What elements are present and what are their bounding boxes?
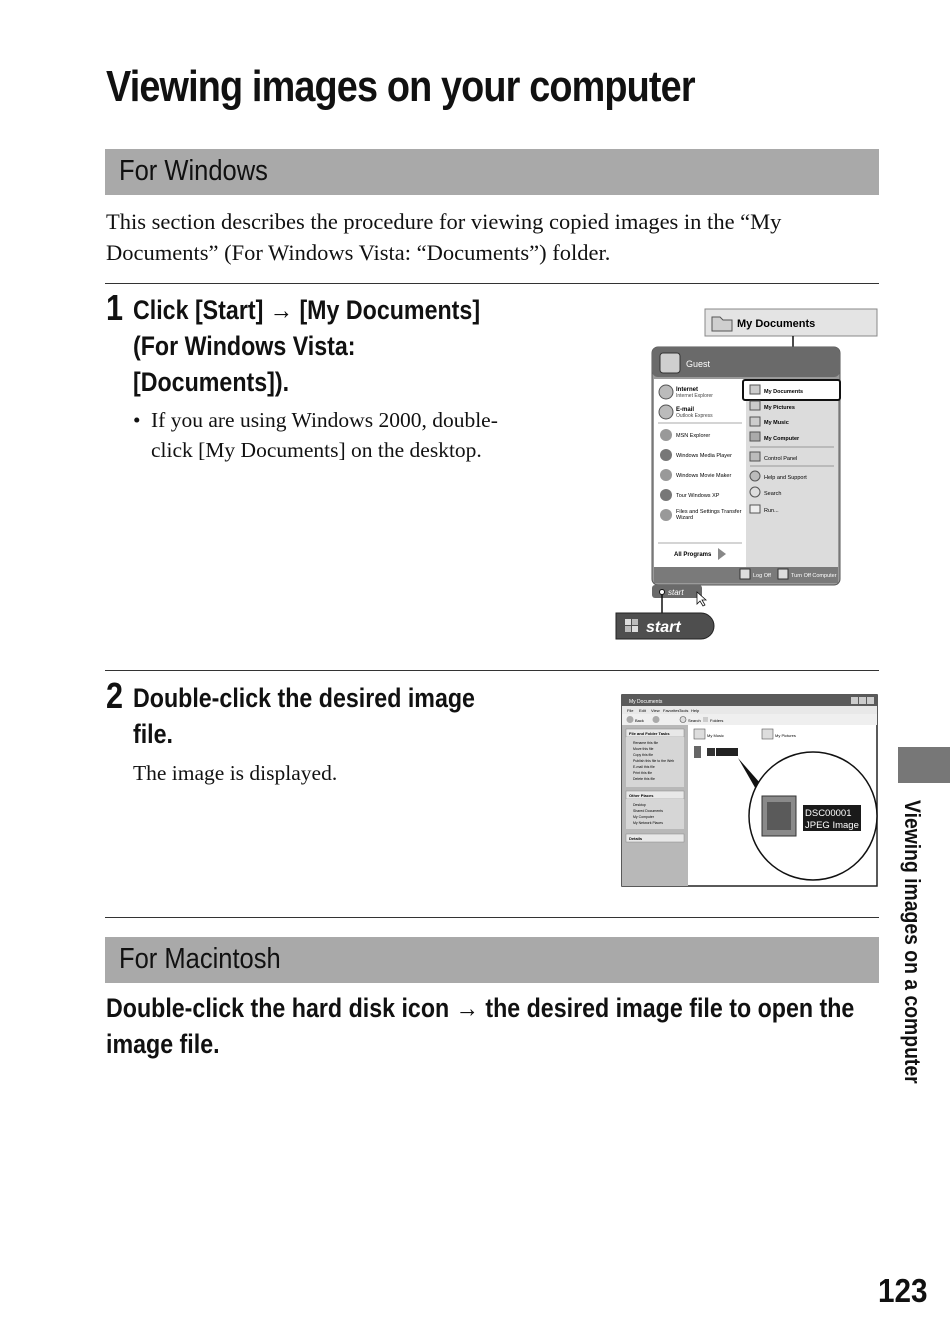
transfer-wizard-icon	[660, 509, 672, 521]
tour-icon	[660, 489, 672, 501]
back-button[interactable]: Back	[635, 718, 644, 723]
place-item[interactable]: Desktop	[633, 803, 646, 807]
folder-label: My Pictures	[775, 733, 796, 738]
left-item-label[interactable]: Windows Media Player	[676, 453, 732, 459]
task-item[interactable]: Delete this file	[633, 777, 655, 781]
right-item-label[interactable]: Search	[764, 491, 782, 497]
log-off-icon	[740, 569, 750, 579]
movie-maker-icon	[660, 469, 672, 481]
taskbar-start-label: start	[668, 588, 684, 597]
search-button[interactable]: Search	[688, 718, 701, 723]
side-label	[893, 800, 933, 1130]
left-item-label[interactable]: Files and Settings Transfer	[676, 509, 742, 515]
left-item-sub: Wizard	[676, 515, 694, 521]
task-item[interactable]: Rename this file	[633, 741, 659, 745]
menu-tools[interactable]: Tools	[679, 708, 689, 713]
explorer-screenshot	[621, 694, 879, 888]
bullet-dot: •	[133, 408, 141, 432]
image-file-icon-small[interactable]	[694, 746, 701, 758]
step-2-heading: Double-click the desired image file.	[133, 683, 475, 749]
left-item-sub: Internet Explorer	[676, 393, 713, 399]
control-panel-icon	[750, 452, 760, 461]
folders-icon	[703, 717, 708, 722]
task-item[interactable]: Move this file	[633, 747, 654, 751]
computer-icon	[750, 432, 760, 441]
minimize-icon[interactable]	[851, 697, 858, 704]
forward-icon[interactable]	[653, 716, 660, 723]
turn-off-button[interactable]: Turn Off Computer	[791, 573, 837, 579]
search-icon	[750, 487, 760, 497]
section-heading-mac	[105, 937, 879, 983]
left-item-label[interactable]: Internet	[676, 387, 699, 393]
file-name: DSC00001	[805, 808, 852, 819]
mac-instruction: Double-click the hard disk icon → the desired image file to open the image file.	[106, 993, 855, 1059]
help-icon	[750, 471, 760, 481]
side-label-text: Viewing images on a computer	[900, 800, 925, 1084]
search-icon	[680, 717, 686, 723]
pictures-icon	[750, 401, 760, 410]
menu-view[interactable]: View	[651, 708, 660, 713]
step-1-heading: Click [Start] → [My Documents] (For Windows Vista: [Documents]).	[133, 295, 481, 397]
folder-label: My Music	[707, 733, 724, 738]
page-number: 123	[878, 1272, 928, 1309]
power-icon	[778, 569, 788, 579]
start-menu-screenshot	[612, 305, 882, 645]
task-item[interactable]: Copy this file	[633, 753, 654, 757]
user-name: Guest	[686, 359, 711, 369]
step-1-bullet-text: If you are using Windows 2000, double-click [My Documents] on the desktop.	[151, 408, 498, 462]
menu-file[interactable]: File	[627, 708, 634, 713]
panel-details[interactable]: Details	[629, 836, 643, 841]
selected-file-small[interactable]	[716, 748, 738, 756]
divider	[105, 283, 879, 284]
back-icon[interactable]	[627, 716, 634, 723]
music-folder-icon[interactable]	[694, 729, 705, 739]
right-item-label[interactable]: Control Panel	[764, 456, 798, 462]
left-item-sub: Outlook Express	[676, 413, 713, 419]
left-item-label[interactable]: MSN Explorer	[676, 433, 711, 439]
task-item[interactable]: Publish this file to the Web	[633, 759, 675, 763]
maximize-icon[interactable]	[859, 697, 866, 704]
start-button-label: start	[646, 619, 681, 636]
task-item[interactable]: E-mail this file	[633, 765, 655, 769]
step-2-body: The image is displayed.	[133, 761, 338, 785]
divider	[105, 670, 879, 671]
callout-label: My Documents	[737, 318, 816, 330]
windows-intro: This section describes the procedure for viewing copied images in the “My Documents” (For Windows Vista: “Documents”) folder.	[106, 209, 782, 265]
step-1-number: 1	[106, 287, 124, 328]
step-2-number: 2	[106, 675, 124, 716]
file-type: JPEG Image	[805, 820, 859, 831]
email-icon	[659, 405, 673, 419]
pictures-folder-icon[interactable]	[762, 729, 773, 739]
panel-file-tasks[interactable]: File and Folder Tasks	[629, 731, 670, 736]
window-title: My Documents	[629, 699, 663, 705]
side-tab-marker	[898, 747, 950, 783]
all-programs[interactable]: All Programs	[674, 552, 712, 558]
panel-other-places[interactable]: Other Places	[629, 793, 654, 798]
task-item[interactable]: Print this file	[633, 771, 653, 775]
menu-help[interactable]: Help	[691, 708, 700, 713]
folders-button[interactable]: Folders	[710, 718, 724, 723]
place-item[interactable]: My Network Places	[633, 821, 663, 825]
run-icon	[750, 505, 760, 513]
menu-edit[interactable]: Edit	[639, 708, 646, 713]
section-heading-mac-label: For Macintosh	[119, 943, 281, 975]
log-off-button[interactable]: Log Off	[753, 573, 771, 579]
right-item-label[interactable]: My Computer	[764, 436, 800, 442]
right-item-label[interactable]: Run...	[764, 508, 779, 514]
music-icon	[750, 417, 760, 426]
divider	[105, 917, 879, 918]
left-item-label[interactable]: E-mail	[676, 407, 695, 413]
section-heading-windows	[105, 149, 879, 195]
right-item-label[interactable]: Help and Support	[764, 475, 807, 481]
section-heading-windows-label: For Windows	[119, 155, 268, 187]
right-item-label[interactable]: My Music	[764, 420, 789, 426]
folder-icon	[750, 385, 760, 394]
menu-favorites[interactable]: Favorites	[663, 708, 680, 713]
left-item-label[interactable]: Windows Movie Maker	[676, 473, 732, 479]
place-item[interactable]: Shared Documents	[633, 809, 663, 813]
user-avatar	[660, 353, 680, 373]
close-icon[interactable]	[867, 697, 874, 704]
left-item-label[interactable]: Tour Windows XP	[676, 493, 720, 499]
right-item-label[interactable]: My Documents	[764, 389, 804, 395]
page-title: Viewing images on your computer	[106, 62, 695, 111]
place-item[interactable]: My Computer	[633, 815, 655, 819]
right-item-label[interactable]: My Pictures	[764, 405, 795, 411]
msn-icon	[660, 429, 672, 441]
media-player-icon	[660, 449, 672, 461]
internet-icon	[659, 385, 673, 399]
